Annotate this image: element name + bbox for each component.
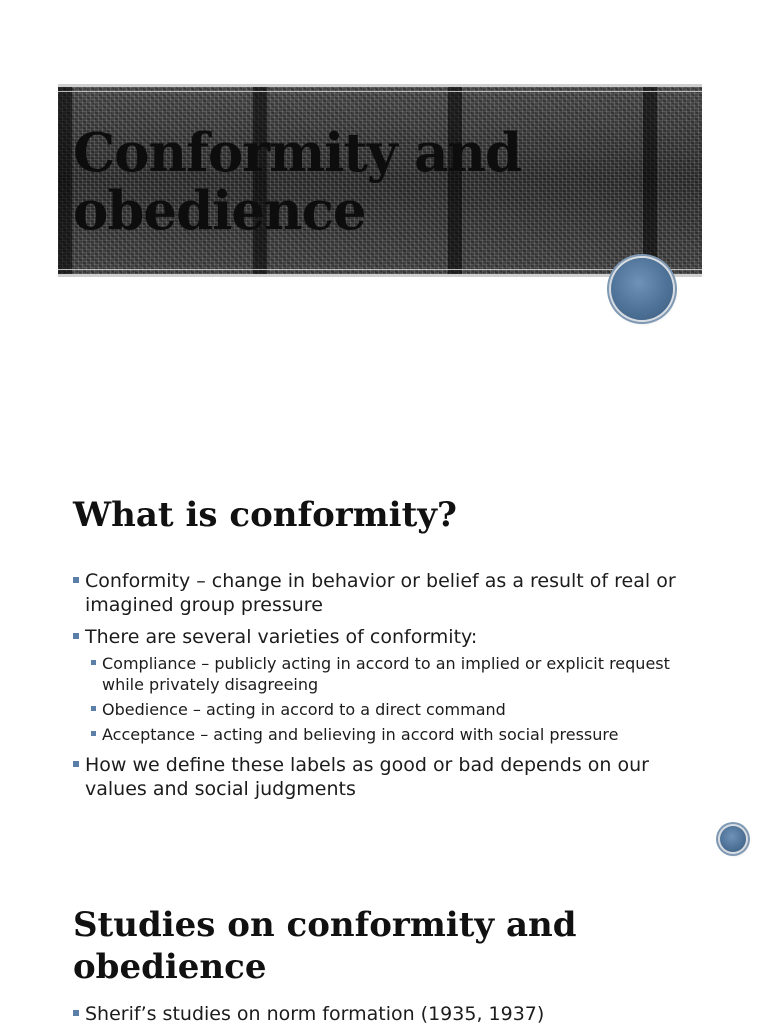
sub-bullet-obedience: Obedience – acting in accord to a direct command	[73, 699, 693, 720]
bullet-sherif-studies: Sherif’s studies on norm formation (1935, 1937)	[73, 1002, 693, 1026]
heading-what-is-conformity: What is conformity?	[73, 495, 457, 535]
sub-bullet-acceptance: Acceptance – acting and believing in accord with social pressure	[73, 724, 693, 745]
decorative-circle-small	[720, 826, 746, 852]
conformity-bullet-list	[73, 569, 693, 801]
slide-title: Conformity and obedience	[73, 122, 522, 242]
heading-studies: Studies on conformity and obedience	[73, 905, 577, 987]
bullet-labels-values: How we define these labels as good or bad depends on our values and social judgments	[73, 753, 693, 801]
decorative-circle-large	[611, 258, 673, 320]
studies-bullet-list	[73, 1002, 693, 1026]
sub-bullet-compliance: Compliance – publicly acting in accord to an implied or explicit request while privately disagreeing	[73, 653, 693, 695]
bullet-varieties: There are several varieties of conformity:	[73, 625, 693, 649]
bullet-conformity-definition: Conformity – change in behavior or belief as a result of real or imagined group pressure	[73, 569, 693, 617]
